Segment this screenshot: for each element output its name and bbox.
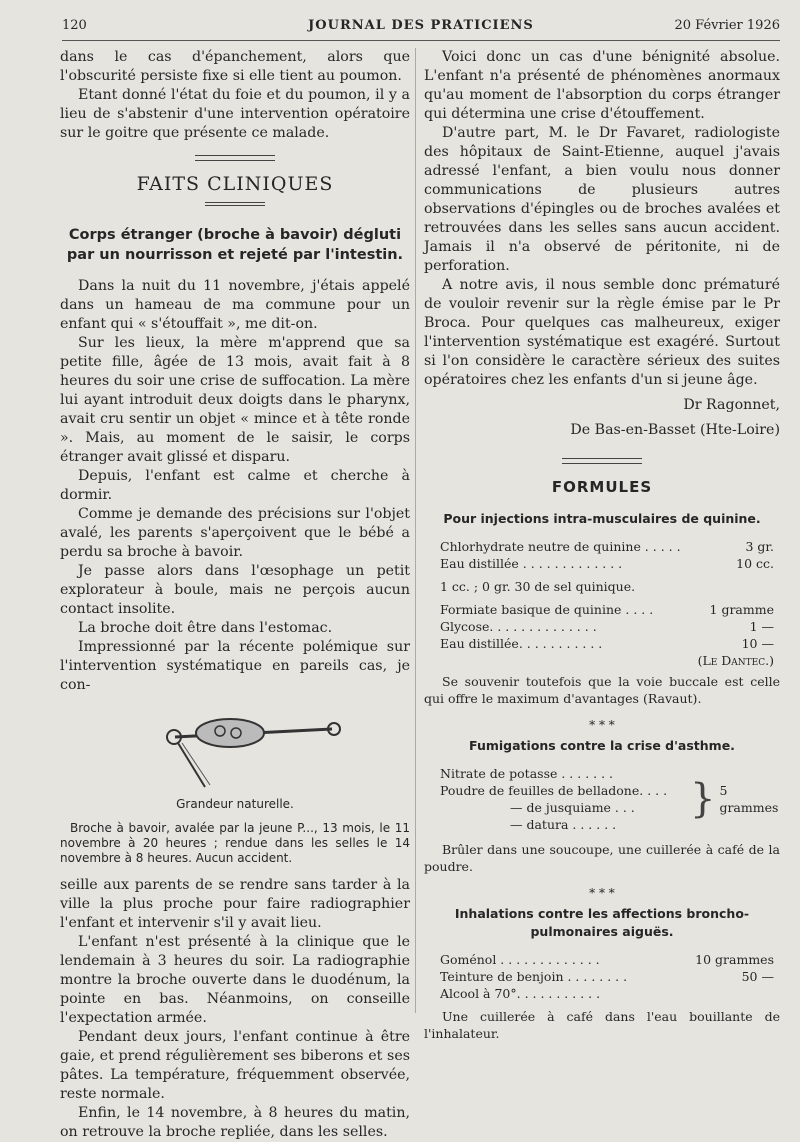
figure-caption: Grandeur naturelle. [176,797,294,811]
ornament-divider [60,151,410,165]
page-number: 120 [62,18,87,33]
signature-name: Dr Ragonnet, [683,397,780,413]
formula-title: Pour injections intra-musculaires de quinine. [443,511,761,526]
paragraph: La broche doit être dans l'estomac. [78,620,333,636]
section-title: FAITS CLINIQUES [136,173,334,195]
ingredient: Glycose. . . . . . . . . . . . . . [440,619,597,634]
ingredient: Chlorhydrate neutre de quinine . . . . . [440,539,681,554]
quantity: 10 cc. [736,556,774,571]
paragraph: Impressionné par la récente polémique sur l'intervention systématique en pareils cas, je con- [60,639,410,693]
ingredient: Eau distillée . . . . . . . . . . . . . [440,556,623,571]
running-header [62,16,780,41]
formula-author: (Le Dantec.) [697,653,774,668]
dose-line: 1 cc. ; 0 gr. 30 de sel quinique. [440,579,636,594]
formula-note: Une cuillerée à café dans l'eau bouillante de l'inhalateur. [424,1009,780,1041]
formules-title: FORMULES [551,478,653,496]
paragraph: Voici donc un cas d'une bénignité absolue. L'enfant n'a présenté de phénomènes anormaux qu'au moment de l'absorption du corps étranger qui détermina une crise d'étouffement. [424,49,780,122]
paragraph: Pendant deux jours, l'enfant continue à être gaie, et prend régulièrement ses biberons et ses pâtes. La température, fréquemment observée, reste normale. [60,1029,410,1102]
quantity: 1 gramme [709,602,774,617]
paragraph: D'autre part, M. le Dr Favaret, radiologiste des hôpitaux de Saint-Etienne, auquel j'avais adressé l'enfant, a bien voulu nous donner communications de plusieurs autres observations d'épingles ou de broches avalées et retrouvées dans les selles sans aucun accident. Jamais il n'a observé de péritonite, ni de perforation. [424,125,780,274]
ornament-divider [60,197,410,211]
paragraph: Etant donné l'état du foie et du poumon, il y a lieu de s'abstenir d'une intervention opératoire sur le goitre que présente ce malade. [60,87,410,141]
case-title: Corps étranger (broche à bavoir) dégluti par un nourrisson et rejeté par l'intestin. [66,227,404,263]
ingredient: — datura . . . . . . [510,817,617,832]
ornament-divider [424,454,780,468]
brace: } [690,776,716,822]
ingredient: Eau distillée. . . . . . . . . . . [440,636,603,651]
stars-separator: * * * [589,718,615,732]
paragraph: L'enfant n'est présenté à la clinique que le lendemain à 3 heures du soir. La radiographie montre la broche ouverte dans le duodénum, la pointe en bas. Néanmoins, on conseille l'expectation armée. [60,934,410,1026]
quantity: 10 — [741,636,774,651]
paragraph: A notre avis, il nous semble donc prématuré de vouloir revenir sur la règle émise par le Pr Broca. Pour quelques cas malheureux, exiger l'intervention systématique est exagéré. Surtout si l'on considère le caractère sérieux des suites opératoires chez les enfants d'un si jeune âge. [424,277,780,388]
ingredient: Teinture de benjoin . . . . . . . . [440,969,628,984]
ingredient: Alcool à 70°. . . . . . . . . . . [440,986,601,1001]
column-divider [415,48,416,1013]
quantity: 50 — [741,969,774,984]
paragraph: Depuis, l'enfant est calme et cherche à dormir. [60,468,410,503]
formula-rows [440,951,774,1002]
journal-title: JOURNAL DES PRATICIENS [308,18,534,33]
signature-place: De Bas-en-Basset (Hte-Loire) [570,422,780,438]
quantity: 3 gr. [745,539,774,554]
ingredient: Formiate basique de quinine . . . . [440,602,654,617]
formula-title: Fumigations contre la crise d'asthme. [469,738,735,753]
figure-note: Broche à bavoir, avalée par la jeune P..., 13 mois, le 11 novembre à 20 heures ; rendue dans les selles le 14 novembre à 8 heures. Aucun accident. [60,821,410,865]
formula-note: Brûler dans une soucoupe, une cuillerée à café de la poudre. [424,842,780,874]
quantity: 10 grammes [695,952,774,967]
formula-title: Inhalations contre les affections broncho-pulmonaires aiguës. [454,906,750,939]
right-column [424,48,780,1042]
ingredient: Poudre de feuilles de belladone. . . . [440,783,668,798]
stars-separator: * * * [589,886,615,900]
paragraph: dans le cas d'épanchement, alors que l'obscurité persiste fixe si elle tient au poumon. [60,49,410,84]
formula-rows [440,601,774,652]
issue-date: 20 Février 1926 [674,18,780,33]
ingredient: — de jusquiame . . . [510,800,635,815]
paragraph: Dans la nuit du 11 novembre, j'étais appelé dans un hameau de ma commune pour un enfant qui « s'étouffait », me dit-on. [60,278,410,332]
left-column [60,48,410,1142]
paragraph: Je passe alors dans l'œsophage un petit explorateur à boule, mais ne perçois aucun contact insolite. [60,563,410,617]
paragraph: Comme je demande des précisions sur l'objet avalé, les parents s'aperçoivent que le bébé a perdu sa broche à bavoir. [60,506,410,560]
paragraph: seille aux parents de se rendre sans tarder à la ville la plus proche pour faire radiographier l'enfant et intervenir s'il y avait lieu. [60,877,410,931]
quantity: 1 — [749,619,774,634]
paragraph: Sur les lieux, la mère m'apprend que sa petite fille, âgée de 13 mois, avait fait à 8 heures du soir une crise de suffocation. La mère lui ayant introduit deux doigts dans le pharynx, avait cru sentir un objet « mince et à tête ronde ». Mais, au moment de le saisir, le corps étranger avait glissé et disparu. [60,335,410,465]
formula-note: Se souvenir toutefois que la voie buccale est celle qui offre le maximum d'avantages (Ravaut). [424,674,780,706]
ingredient: Goménol . . . . . . . . . . . . . [440,952,600,967]
quantity: 5 grammes [719,783,779,815]
formula-group [440,765,780,833]
ingredient: Nitrate de potasse . . . . . . . [440,766,614,781]
formula-rows [440,538,774,572]
paragraph: Enfin, le 14 novembre, à 8 heures du matin, on retrouve la broche repliée, dans les selles. [60,1105,410,1140]
brooch-illustration [60,707,410,793]
